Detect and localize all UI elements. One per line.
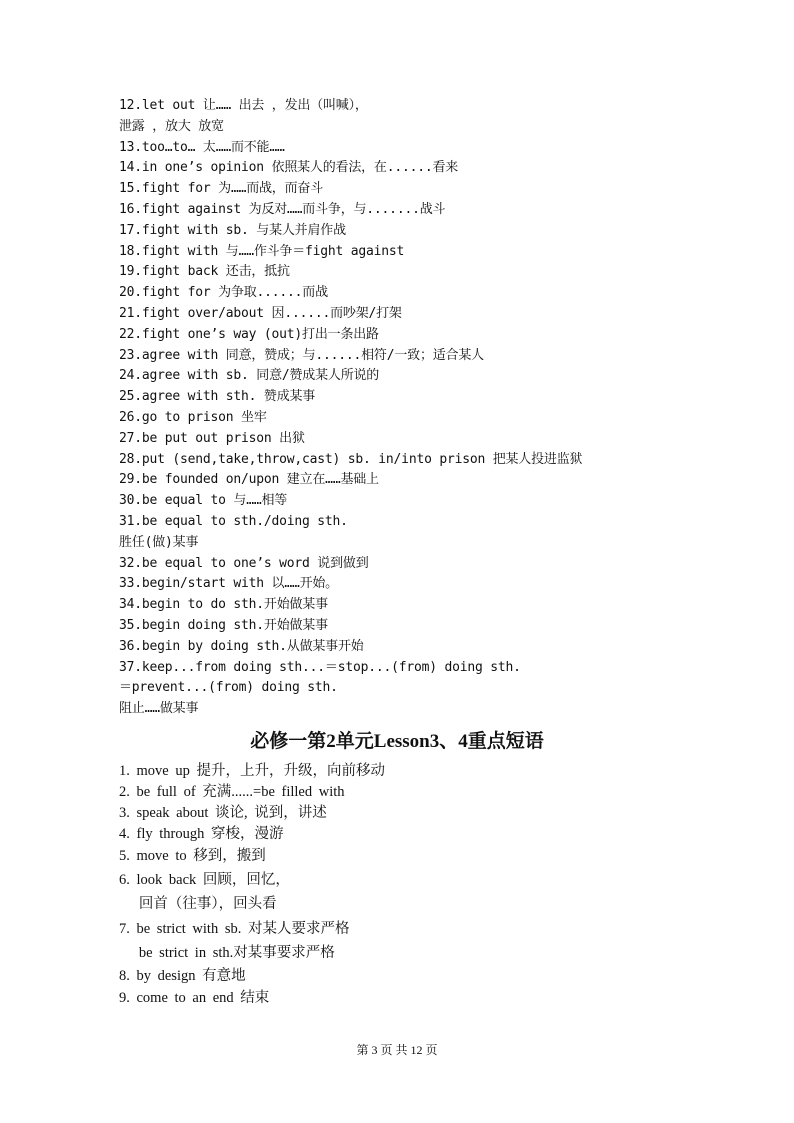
- section-heading: 必修一第2单元Lesson3、4重点短语: [250, 731, 544, 752]
- phrase-line: 16.fight against 为反对……而斗争，与.......战斗: [119, 201, 446, 217]
- phrase-line: 21.fight over/about 因......而吵架/打架: [119, 305, 402, 321]
- phrase-line: 6. look back 回顾，回忆，: [119, 872, 290, 888]
- phrase-line: 35.begin doing sth.开始做某事: [119, 617, 328, 633]
- phrase-list-part1: [119, 96, 759, 720]
- phrase-line: 4. fly through 穿梭，漫游: [119, 826, 284, 842]
- phrase-line: 37.keep...from doing sth...＝stop...(from) doing sth.: [119, 659, 521, 675]
- phrase-line: 22.fight one’s way (out)打出一条出路: [119, 326, 379, 342]
- phrase-line: 2. be full of 充满......=be filled with: [119, 784, 345, 800]
- phrase-line: 胜任(做)某事: [119, 534, 199, 550]
- phrase-line: 7. be strict with sb. 对某人要求严格: [119, 921, 350, 937]
- phrase-line: 泄露 ，放大 放宽: [119, 118, 224, 134]
- phrase-line: 3. speak about 谈论, 说到，讲述: [119, 805, 327, 821]
- phrase-line: 8. by design 有意地: [119, 968, 246, 984]
- phrase-line: 14.in one’s opinion 依照某人的看法，在......看来: [119, 160, 459, 176]
- phrase-line: 32.be equal to one’s word 说到做到: [119, 555, 369, 571]
- phrase-line: 29.be founded on/upon 建立在……基础上: [119, 472, 379, 488]
- phrase-line: 阻止……做某事: [119, 701, 199, 717]
- phrase-line: 31.be equal to sth./doing sth.: [119, 513, 348, 529]
- phrase-line: 25.agree with sth. 赞成某事: [119, 389, 316, 405]
- phrase-line: 回首（往事），回头看: [119, 896, 277, 912]
- phrase-line: 17.fight with sb. 与某人并肩作战: [119, 222, 346, 238]
- phrase-line: be strict in sth.对某事要求严格: [119, 945, 335, 961]
- phrase-line: 34.begin to do sth.开始做某事: [119, 597, 328, 613]
- phrase-line: 12.let out 让…… 出去 ，发出（叫喊），: [119, 98, 368, 113]
- phrase-line: 26.go to prison 坐牢: [119, 409, 267, 425]
- phrase-line: 19.fight back 还击，抵抗: [119, 264, 290, 280]
- phrase-line: ＝prevent...(from) doing sth.: [119, 680, 338, 696]
- phrase-line: 27.be put out prison 出狱: [119, 430, 305, 446]
- phrase-line: 36.begin by doing sth.从做某事开始: [119, 638, 364, 654]
- phrase-line: 24.agree with sb. 同意/赞成某人所说的: [119, 368, 380, 384]
- phrase-line: 30.be equal to 与……相等: [119, 493, 288, 509]
- phrase-line: 9. come to an end 结束: [119, 990, 270, 1006]
- phrase-line: 18.fight with 与……作斗争＝fight against: [119, 243, 405, 259]
- phrase-list-part2: [119, 760, 759, 1009]
- phrase-line: 1. move up 提升，上升，升级，向前移动: [119, 763, 385, 779]
- phrase-line: 23.agree with 同意，赞成；与......相符/一致；适合某人: [119, 347, 484, 363]
- phrase-line: 33.begin/start with 以……开始。: [119, 576, 338, 592]
- phrase-line: 20.fight for 为争取......而战: [119, 285, 328, 301]
- phrase-line: 28.put (send,take,throw,cast) sb. in/into prison 把某人投进监狱: [119, 451, 583, 467]
- page-footer: 第 3 页 共 12 页: [356, 1043, 438, 1057]
- phrase-line: 5. move to 移到，搬到: [119, 848, 266, 864]
- phrase-line: 15.fight for 为……而战，而奋斗: [119, 181, 324, 197]
- phrase-line: 13.too…to… 太……而不能……: [119, 139, 285, 155]
